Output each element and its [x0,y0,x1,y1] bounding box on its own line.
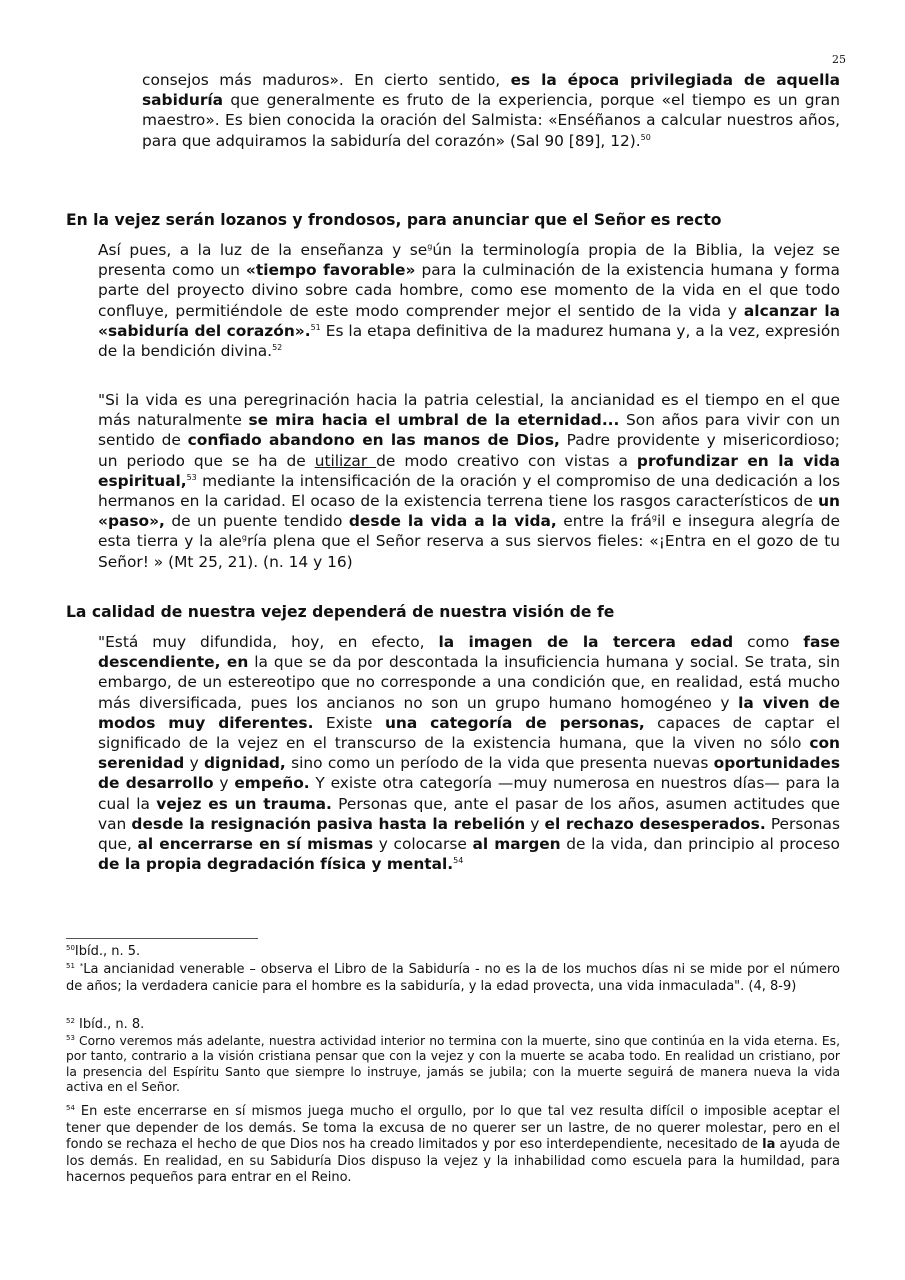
paragraph-1: Así pues, a la luz de la enseñanza y $se^gún$ la terminología propia de la Biblia, la vejez se presenta como un «tiempo favorable» para la culminación de la existencia humana y forma parte del proyecto divino sobre cada hombre, como ese momento de la vida en el que todo confluye, permitiéndole de este modo comprender mejor el sentido de la vida y alcanzar la «sabiduría del corazón».$^{51}$ Es la etapa definitiva de la madurez humana y, a la vez, expresión de la bendición divina.$^{52}$ [98,241,840,361]
footnote-53: $^{53}$ Corno veremos más adelante, nuestra actividad interior no termina con la muerte, sino que continúa en la vida eterna. Es, por tanto, contrario a la visión cristiana pensar que con la vejez y con la muerte se acaba todo. En realidad un cristiano, por la presencia del Espíritu Santo que siempre lo instruye, jamás se jubila; con la muerte seguirá de manera nueva la vida activa en el Señor. [66,1034,840,1095]
paragraph-3: "Está muy difundida, hoy, en efecto, la imagen de la tercera edad como fase descendiente, en la que se da por descontada la insuficiencia humana y social. Se trata, sin embargo, de un estereotipo que no corresponde a una condición que, en realidad, está mucho más diversificada, pues los ancianos no son un grupo humano homogéneo y la viven de modos muy diferentes. Existe una categoría de personas, capaces de captar el significado de la vejez en el transcurso de la existencia humana, que la viven no sólo con serenidad y dignidad, sino como un período de la vida que presenta nuevas oportunidades de desarrollo y empeño. Y existe otra categoría —muy numerosa en nuestros días— para la cual la vejez es un trauma. Personas que, ante el pasar de los años, asumen actitudes que van desde la resignación pasiva hasta la rebelión y el rechazo desesperados. Personas que, al encerrarse en sí mismas y colocarse al margen de la vida, dan principio al proceso de la propia degradación física y mental.$^{54}$ [98,633,840,874]
footnote-52: $^{52}$ Ibíd., n. 8. [66,1017,145,1032]
paragraph-2: "Si la vida es una peregrinación hacia la patria celestial, la ancianidad es el tiempo en el que más naturalmente se mira hacia el umbral de la eternidad... Son años para vivir con un sentido de confiado abandono en las manos de Dios, Padre providente y misericordioso; un periodo que se ha de utilizar de modo creativo con vistas a profundizar en la vida espiritual,$^{53}$ mediante la intensificación de la oración y el compromiso de una dedicación a los hermanos en la caridad. El ocaso de la existencia terrena tiene los rasgos característicos de un «paso», de un puente tendido desde la vida a la vida, entre la frá$^g$il e insegura alegría de esta tierra y la ale$^g$ría plena que el Señor reserva a sus siervos fieles: «¡Entra en el gozo de tu Señor! » (Mt 25, 21). (n. 14 y 16) [98,391,841,571]
footnote-divider [66,938,258,939]
section-heading-2: La calidad de nuestra vejez dependerá de nuestra visión de fe [66,603,615,621]
footnote-50: $^{50}$Ibíd., n. 5. [66,944,141,959]
footnote-54: $^{54}$ En este encerrarse en sí mismos juega mucho el orgullo, por lo que tal vez resulta difícil o imposible aceptar el tener que depender de los demás. Se toma la excusa de no querer ser un lastre, de no querer molestar, pero en el fondo se rechaza el hecho de que Dios nos ha creado limitados y por eso interdependiente, necesitado de la ayuda de los demás. En realidad, en su Sabiduría Dios dispuso la vejez y la inhabilidad como escuela para la humildad, para hacernos pequeños para entrar en el Reino. [66,1104,840,1186]
footnote-51: $^{51}$ *La ancianidad venerable – observa el Libro de la Sabiduría - no es la de los muchos días ni se mide por el número de años; la verdadera canicie para el hombre es la sabiduría, y la edad provecta, una vida inmaculada". (4, 8-9) [66,962,840,994]
intro-paragraph: consejos más maduros». En cierto sentido, es la época privilegiada de aquella sabiduría que generalmente es fruto de la experiencia, porque «el tiempo es un gran maestro». Es bien conocida la oración del Salmista: «Enséñanos a calcular nuestros años, para que adquiramos la sabiduría del corazón» (Sal 90 [89], 12).$^{50}$ [142,71,841,150]
page-number: 25 [832,53,846,66]
section-heading-1: En la vejez serán lozanos y frondosos, para anunciar que el Señor es recto [66,211,722,229]
